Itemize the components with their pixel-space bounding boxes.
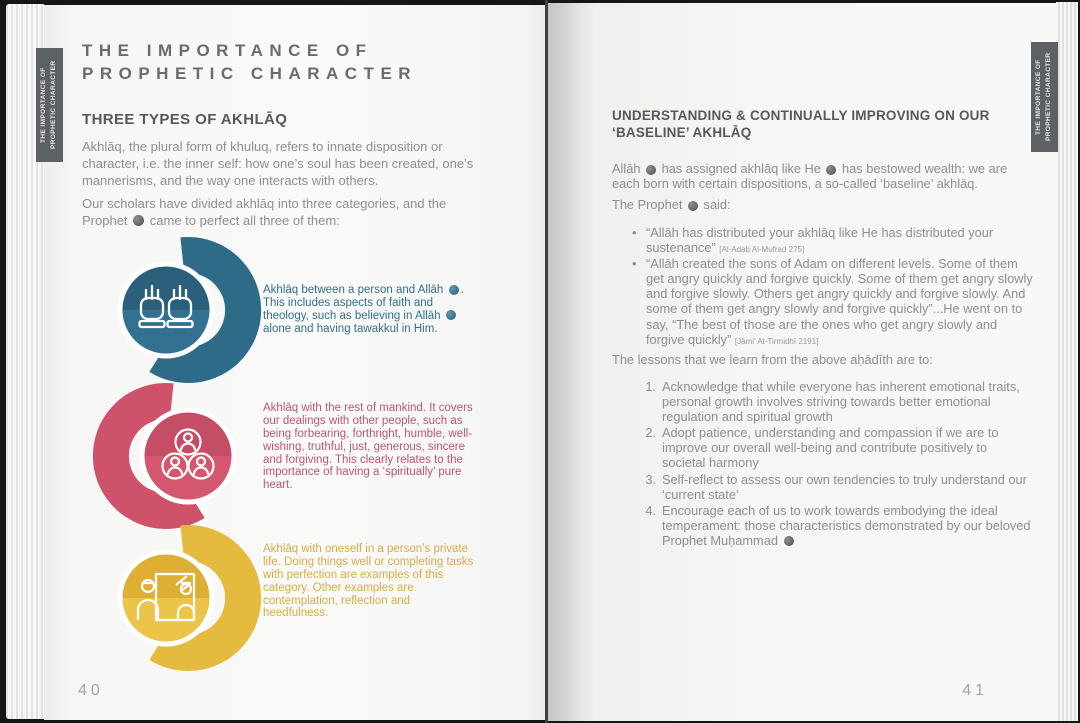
type-text-allah: Akhlāq between a person and Allāh . This includes aspects of faith and theology, such as believing in Allāh alone and having tawakkul in Him.	[263, 284, 464, 335]
lesson-item	[640, 472, 1032, 502]
hadith-quote: “Allāh created the sons of Adam on different levels. Some of them get angry quickly and forgive quickly. Some of them get angry slowly and forgive slowly. Others get angry quickly and forgive slowly. And some of them get angry slowly and forgive quickly”...He went on to say, “The best of those are the ones who get angry slowly and forgive quickly”	[646, 256, 1033, 347]
page-number-right: 41	[962, 682, 988, 699]
baseline-paragraph: Allāh has assigned akhlāq like He has bestowed wealth: we are each born with certain dispositions, a so-called ‘baseline’ akhlāq.	[612, 161, 1008, 192]
swt-symbol	[446, 310, 456, 320]
salawat-symbol	[133, 215, 144, 226]
section-heading-baseline: UNDERSTANDING & CONTINUALLY IMPROVING ON OUR ‘BASELINE’ AKHLĀQ	[612, 108, 990, 140]
lesson-number: 1.	[645, 379, 656, 394]
hadith-quote: “Allāh has distributed your akhlāq like He has distributed your sustenance”	[646, 225, 994, 256]
page-number-left: 40	[78, 682, 104, 699]
type-unit-mankind	[88, 382, 258, 534]
lesson-item	[640, 379, 1032, 424]
lesson-number: 3.	[645, 471, 656, 487]
chapter-tab-right: THE IMPORTANCE OF PROPHETIC CHARACTER	[1031, 42, 1058, 152]
lesson-item	[640, 425, 1032, 470]
section-heading-three-types: THREE TYPES OF AKHLĀQ	[82, 111, 288, 128]
paragraph-text: came to perfect all three of them:	[146, 212, 340, 228]
hadith-citation: [Jāmi’ At-Tirmidhī 2191]	[734, 336, 819, 346]
intro-paragraph-2	[82, 196, 482, 230]
page-title	[82, 40, 502, 86]
salawat-symbol	[784, 536, 794, 546]
salawat-symbol	[688, 201, 698, 211]
lesson-item	[640, 503, 1032, 548]
swt-symbol	[449, 285, 459, 295]
hadith-bullet-item	[632, 256, 1034, 347]
type-unit-allah	[96, 236, 266, 388]
lesson-number: 4.	[645, 502, 656, 518]
hadith-bullet-item	[632, 225, 1034, 255]
book-spine-shadow	[548, 3, 594, 721]
hadith-citation: [Al-Adab Al-Mufrad 275]	[719, 245, 805, 255]
lesson-text: Adopt patience, understanding and compassion if we are to improve our overall well-being and contribute positively to societal harmony	[662, 425, 999, 471]
type-text-mankind: Akhlāq with the rest of mankind. It covers our dealings with other people, such as being forbearing, forthright, humble, well-wishing, truthful, just, generous, sincere and forgiving. This clearly relates to the importance of having a ‘spiritually’ pure heart.	[263, 402, 473, 492]
bullet-marker: •	[632, 256, 637, 272]
bullet-marker: •	[632, 225, 637, 240]
swt-symbol	[646, 165, 656, 175]
book-page-edges-right	[1056, 2, 1078, 721]
type-text-oneself: Akhlāq with oneself in a person’s private life. Doing things well or completing tasks with perfection are examples of this category. Other examples are contemplation, reflection and heedfulness.	[263, 543, 474, 620]
prophet-said-line: The Prophet said:	[612, 197, 731, 212]
lesson-number: 2.	[645, 425, 656, 441]
type-unit-oneself	[96, 524, 266, 676]
chapter-tab-left: THE IMPORTANCE OF PROPHETIC CHARACTER	[36, 48, 63, 162]
lesson-text: Acknowledge that while everyone has inherent emotional traits, personal growth involves striving towards better emotional regulation and spiritual growth	[662, 379, 1020, 425]
intro-paragraph-1: Akhlāq, the plural form of khuluq, refers to innate disposition or character, i.e. the inner self: how one’s soul has been created, one’s mannerisms, and the way one interacts with others.	[82, 139, 474, 188]
paragraph-text: Our scholars have divided akhlāq into three categories, and the Prophet	[82, 196, 447, 228]
lessons-numbered-list	[640, 379, 1032, 549]
page-title-line1: THE IMPORTANCE OF	[82, 41, 373, 60]
lesson-text: Encourage each of us to work towards embodying the ideal temperament: those characteristics demonstrated by our beloved Prophet Muḥammad	[662, 502, 1031, 548]
lesson-text: Self-reflect to assess our own tendencies to truly understand our ‘current state’	[662, 471, 1027, 502]
page-title-line2: PROPHETIC CHARACTER	[82, 63, 418, 83]
hadith-bullet-list	[632, 225, 1034, 348]
swt-symbol	[826, 165, 836, 175]
lessons-intro: The lessons that we learn from the above aḥādīth are to:	[612, 352, 933, 367]
